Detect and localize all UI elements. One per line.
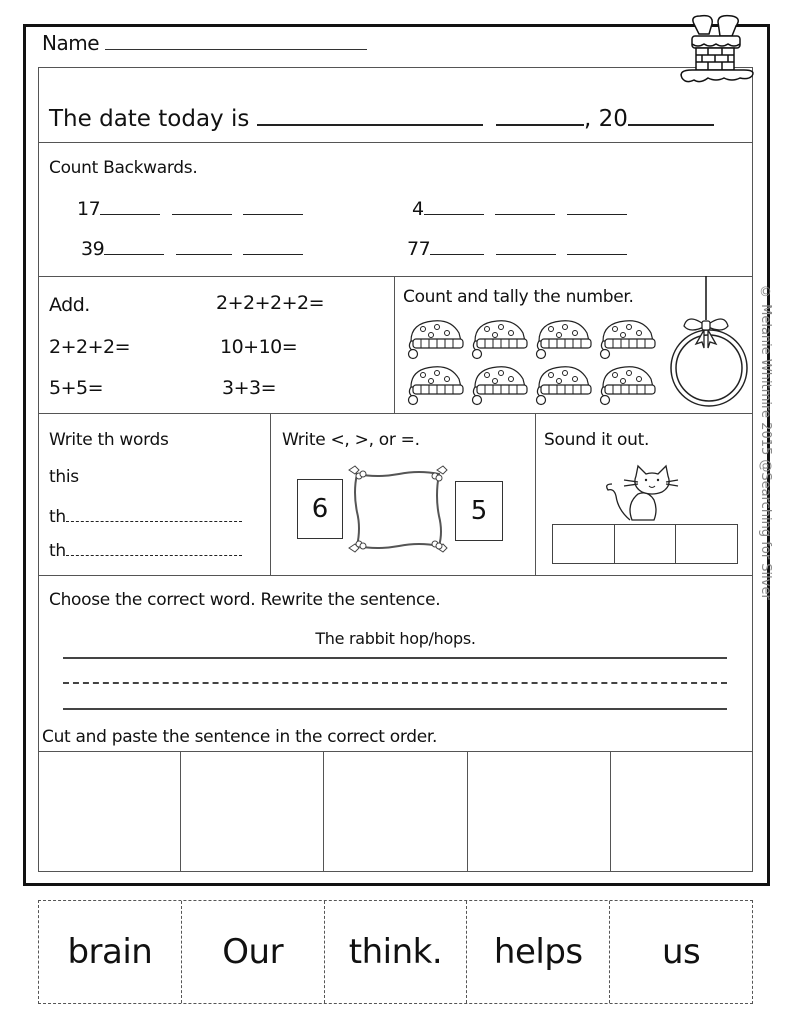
word-card[interactable]: helps [467, 901, 610, 1003]
add-problem: 2+2+2= [49, 336, 131, 358]
copyright-notice: © Melanie Whitmire 2015 @Searching for Silver [758, 285, 773, 600]
mid-dashed-line [63, 682, 727, 684]
paste-slot[interactable] [181, 752, 324, 872]
word-card[interactable]: Our [182, 901, 325, 1003]
answer-blank[interactable] [424, 199, 484, 215]
answer-blank[interactable] [430, 239, 484, 255]
add-title: Add. [49, 294, 90, 316]
sound-box[interactable] [676, 525, 737, 563]
divider [38, 142, 753, 143]
paste-slot[interactable] [324, 752, 467, 872]
paste-slot[interactable] [468, 752, 611, 872]
left-number-box: 6 [297, 479, 343, 539]
sound-title: Sound it out. [544, 430, 650, 450]
cat-icon [604, 462, 684, 526]
top-line [63, 657, 727, 659]
compare-title: Write <, >, or =. [282, 430, 420, 450]
cut-paste-title: Cut and paste the sentence in the correct order. [42, 727, 438, 747]
answer-blank[interactable] [172, 199, 232, 215]
date-label: The date today is [49, 106, 250, 132]
word-card[interactable]: brain [39, 901, 182, 1003]
wreath-ornament-icon[interactable] [674, 276, 754, 412]
word-card[interactable]: us [661, 932, 701, 972]
answer-blank[interactable] [567, 199, 627, 215]
add-problem: 10+10= [220, 336, 298, 358]
th-answer-blank[interactable] [66, 540, 242, 556]
divider [535, 413, 536, 575]
answer-blank[interactable] [496, 239, 556, 255]
right-number-box: 5 [455, 481, 503, 541]
add-problem: 2+2+2+2= [216, 292, 325, 314]
date-row [49, 106, 714, 132]
count-row-2-left: 39 [81, 238, 303, 260]
sound-box[interactable] [553, 525, 615, 563]
divider [270, 413, 271, 575]
answer-blank[interactable] [495, 199, 555, 215]
year-prefix: , 20 [583, 106, 628, 132]
answer-blank[interactable] [104, 239, 164, 255]
count-backwards-title: Count Backwards. [49, 158, 198, 178]
add-problem: 3+3= [222, 377, 277, 399]
paste-slot[interactable] [611, 752, 753, 872]
divider [38, 276, 753, 277]
base-line [63, 708, 727, 710]
sentence-prompt: The rabbit hop/hops. [315, 629, 476, 648]
name-blank[interactable] [105, 32, 367, 50]
paste-slot[interactable] [38, 752, 181, 872]
sentence-title: Choose the correct word. Rewrite the sentence. [49, 590, 441, 610]
paste-slots [38, 751, 753, 872]
answer-blank[interactable] [176, 239, 232, 255]
cut-word-cards [38, 900, 753, 1004]
sound-box[interactable] [615, 525, 677, 563]
divider [38, 413, 753, 414]
add-problem: 5+5= [49, 377, 104, 399]
word-card[interactable]: think. [325, 901, 468, 1003]
count-row-1-right: 4 [412, 198, 627, 220]
divider [394, 276, 395, 413]
tally-title: Count and tally the number. [403, 287, 634, 307]
answer-blank[interactable] [567, 239, 627, 255]
sound-boxes [552, 524, 738, 564]
day-blank[interactable] [496, 106, 584, 126]
chimney-icon [680, 12, 770, 84]
name-label: Name [42, 31, 100, 55]
holly-frame-answer-box[interactable] [347, 464, 451, 556]
answer-blank[interactable] [100, 199, 160, 215]
divider [38, 575, 753, 576]
th-prompt-1: th [49, 506, 242, 527]
santa-hats-group [405, 317, 665, 407]
year-blank[interactable] [628, 106, 714, 126]
count-row-1-left: 17 [77, 198, 303, 220]
th-words-title: Write th words [49, 430, 169, 450]
th-prompt-2: th [49, 540, 242, 561]
th-answer-blank[interactable] [66, 506, 242, 522]
month-blank[interactable] [257, 106, 483, 126]
th-example: this [49, 467, 79, 487]
count-row-2-right: 77 [407, 238, 627, 260]
answer-blank[interactable] [243, 199, 303, 215]
answer-blank[interactable] [243, 239, 303, 255]
name-row [42, 31, 367, 55]
